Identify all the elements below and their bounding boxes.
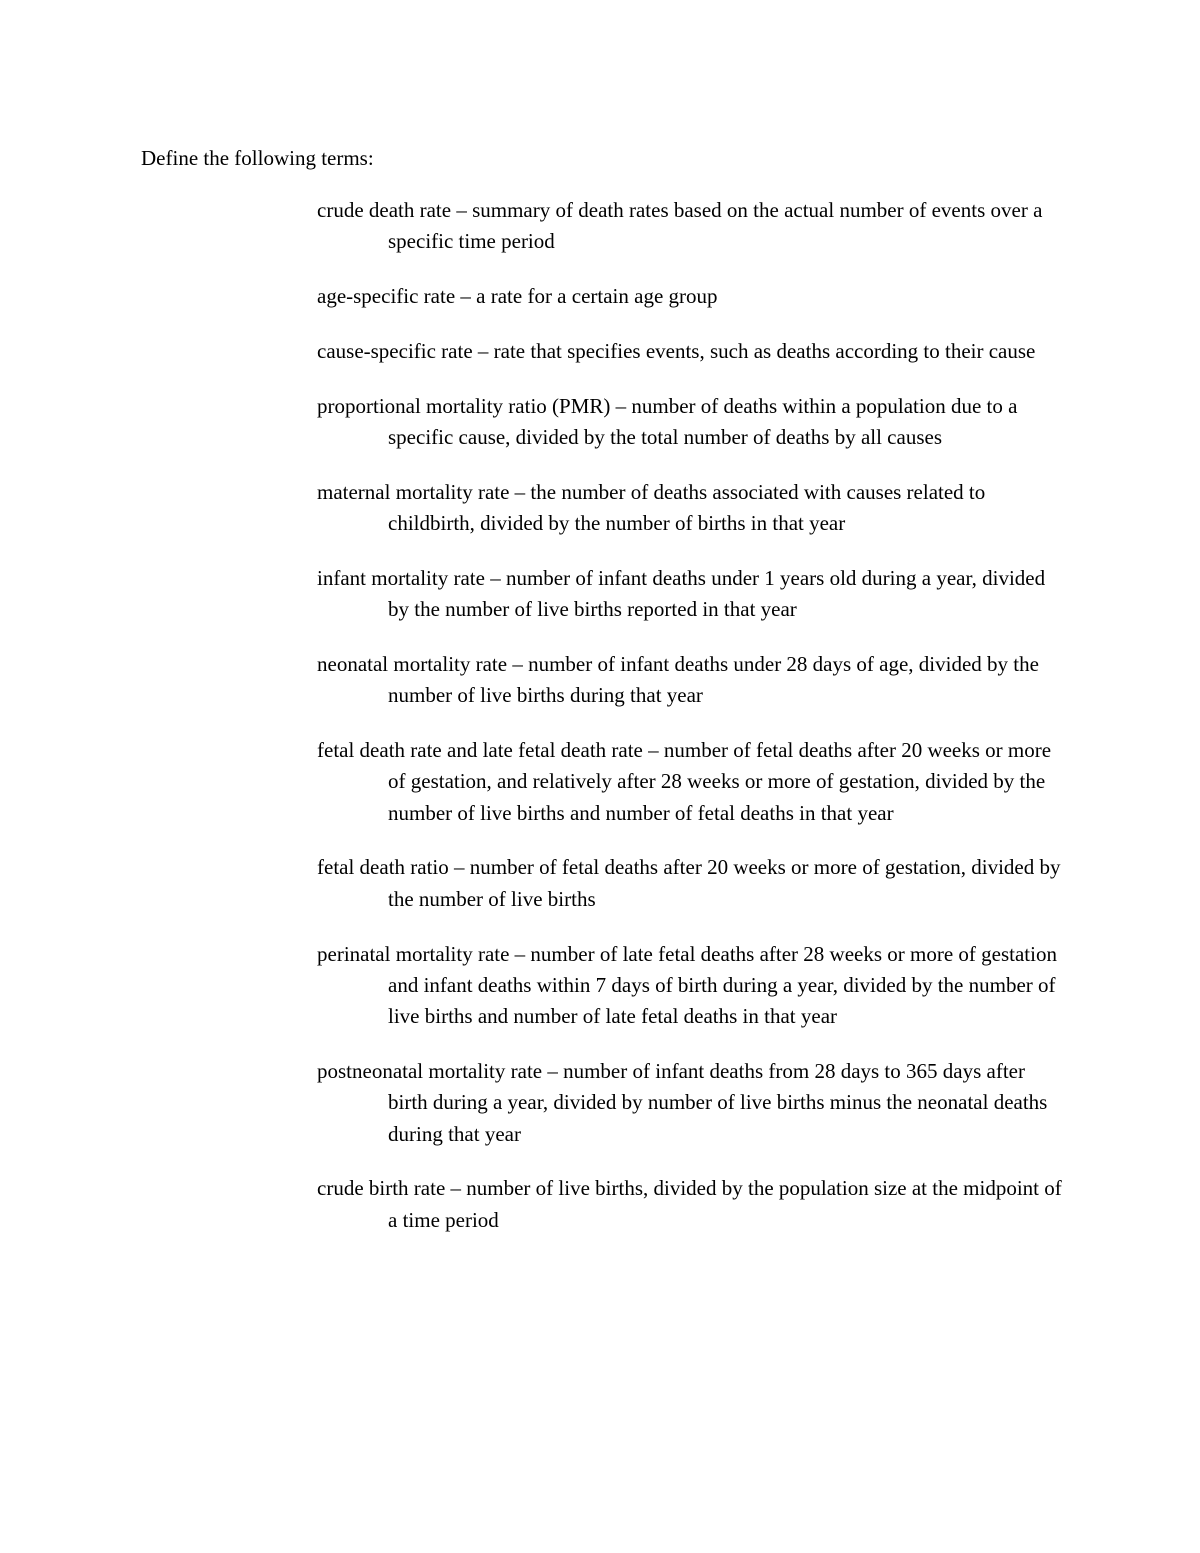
term-name: perinatal mortality rate [317,941,510,966]
term-definition: the number of deaths associated with causes related to childbirth, divided by the number of births in that year [388,479,986,536]
term-maternal-mortality-rate [317,477,1067,540]
term-definition: number of infant deaths under 28 days of age, divided by the number of live births during that year [388,651,1039,708]
term-name: crude death rate [317,198,452,222]
term-crude-birth-rate [317,1173,1067,1236]
term-name: infant mortality rate [317,565,485,590]
intro-heading: Define the following terms: [141,146,374,170]
term-definition: a rate for a certain age group [476,284,718,309]
term-name: crude birth rate [317,1176,446,1201]
term-postneonatal-mortality-rate [317,1056,1067,1150]
term-separator: – [642,738,664,763]
term-infant-mortality-rate [317,563,1067,626]
term-separator: – [448,855,470,880]
term-separator: – [451,198,473,222]
term-name: age-specific rate [317,284,456,309]
term-fetal-death-rate [317,735,1067,829]
term-definition: number of fetal deaths after 20 weeks or more of gestation, divided by the number of live births [388,855,1061,911]
term-name: fetal death ratio [317,855,449,880]
term-fetal-death-ratio [317,852,1067,915]
term-separator: – [472,338,494,363]
term-neonatal-mortality-rate [317,649,1067,712]
term-separator: – [509,479,531,504]
term-proportional-mortality-ratio [317,391,1067,454]
term-crude-death-rate [317,195,1067,258]
term-name: proportional mortality ratio (PMR) [317,393,611,418]
term-definition: number of infant deaths from 28 days to 365 days after birth during a year, divided by number of live births minus the neonatal deaths during that year [388,1058,1048,1146]
term-name: maternal mortality rate [317,479,510,504]
term-age-specific-rate [317,281,1067,312]
term-definition: number of infant deaths under 1 years old during a year, divided by the number of live births reported in that year [388,565,1046,622]
term-separator: – [542,1058,564,1083]
term-separator: – [455,284,477,309]
term-separator: – [610,393,632,418]
term-definition: number of late fetal deaths after 28 weeks or more of gestation and infant deaths within 7 days of birth during a year, divided by the number of live births and number of late fetal deaths in that year [388,941,1057,1029]
term-separator: – [445,1176,467,1201]
term-definition: number of deaths within a population due to a specific cause, divided by the total number of deaths by all causes [388,393,1018,449]
term-perinatal-mortality-rate [317,939,1067,1033]
term-separator: – [509,941,531,966]
term-separator: – [507,651,529,676]
term-definition: number of fetal deaths after 20 weeks or more of gestation, and relatively after 28 weeks or more of gestation, divided by the number of live births and number of fetal deaths in that year [388,738,1052,825]
term-name: cause-specific rate [317,338,473,363]
term-name: fetal death rate and late fetal death rate [317,738,643,763]
term-name: neonatal mortality rate [317,651,508,676]
term-definition: number of live births, divided by the population size at the midpoint of a time period [388,1176,1062,1232]
term-separator: – [484,565,506,590]
term-definition: summary of death rates based on the actual number of events over a specific time period [388,198,1043,254]
terms-list [317,195,1067,1259]
term-name: postneonatal mortality rate [317,1058,543,1083]
term-cause-specific-rate [317,336,1067,367]
term-definition: rate that specifies events, such as deaths according to their cause [493,338,1036,363]
